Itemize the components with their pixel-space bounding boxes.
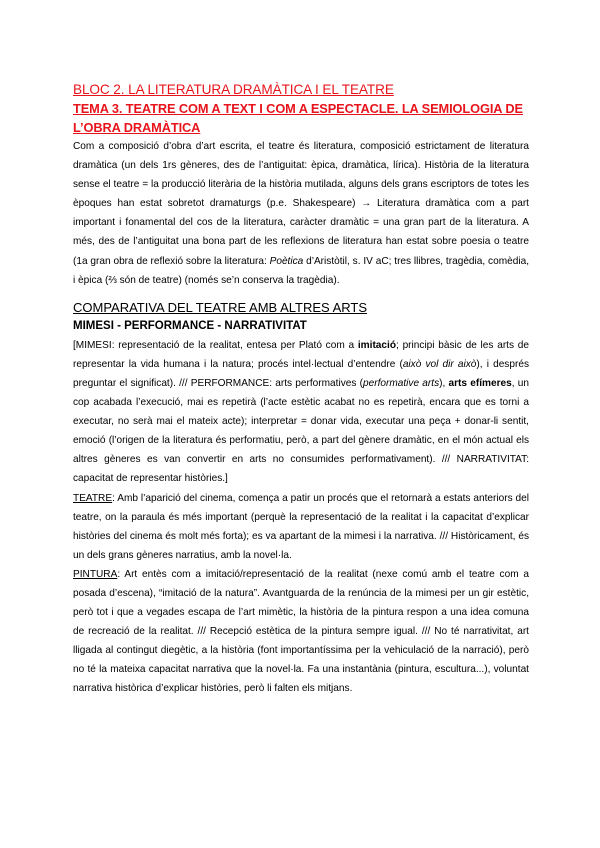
tema-heading: TEMA 3. TEATRE COM A TEXT I COM A ESPECTACLE. LA SEMIOLOGIA DE L’OBRA DRAMÀTICA (73, 101, 523, 135)
teatre-paragraph: TEATRE: Amb l’aparició del cinema, comença a patir un procés que el retornarà a estats anteriors del teatre, on la paraula és més important (perquè la representació de la realitat i la capacitat d’explicar històries del cinema és molt més forta); es va apartant de la mimesi i la narrativa. /// Històricament, és un dels grans gèneres narratius, amb la novel·la. (73, 492, 529, 561)
pintura-label: PINTURA (73, 568, 118, 580)
mimesi-heading: MIMESI - PERFORMANCE - NARRATIVITAT (73, 319, 307, 332)
bloc-heading: BLOC 2. LA LITERATURA DRAMÀTICA I EL TEATRE (73, 82, 394, 97)
intro-paragraph: Com a composició d’obra d’art escrita, el teatre és literatura, composició estrictament de literatura dramàtica (un dels 1rs gèneres, des de l’antiguitat: èpica, dramàtica, lírica). Història de la literatura sense el teatre = la producció literària de la història mutilada, alguns dels grans escriptors de totes les èpoques han estat sobretot dramaturgs (p.e. Shakespeare) → Literatura dramàtica com a part important i fonamental del cos de la literatura, caràcter dramàtic = una gran part de la literatura. A més, des de l’antiguitat una bona part de les reflexions de literatura han estat sobre poesia o teatre (1a gran obra de reflexió sobre la literatura: Poètica d’Aristòtil, s. IV aC; tres llibres, tragèdia, comèdia, i èpica (⅔ són de teatre) (només se’n conserva la tragèdia). (73, 141, 529, 286)
document-page (73, 80, 529, 699)
comparativa-heading: COMPARATIVA DEL TEATRE AMB ALTRES ARTS (73, 299, 368, 315)
teatre-label: TEATRE (73, 492, 113, 504)
pintura-paragraph: PINTURA: Art entès com a imitació/representació de la realitat (nexe comú amb el teatre com a posada d’escena), “imitació de la natura”. Avantguarda de la renúncia de la mimesi per un gir estètic, però tot i que a vegades escapa de l’art mimètic, la història de la pintura respon a una idea comuna de recreació de la realitat. /// Recepció estètica de la pintura sempre igual. /// No té narrativitat, art lligada al contingut diegètic, a la història (font importantíssima per la vehiculació de la narració), però no té la mateixa capacitat narrativa que la novel·la. Fa una instantània (pintura, escultura...), voluntat narrativa històrica d’explicar històries, però li falten els mitjans. (73, 568, 529, 695)
mimesi-paragraph: [MIMESI: representació de la realitat, entesa per Plató com a imitació; principi bàsic de les arts de representar la vida humana i la natura; procés intel·lectual d’entendre (això vol dir això), i després preguntar el significat). /// PERFORMANCE: arts performatives (performative arts), arts efímeres, un cop acabada l’execució, mai es repetirà (l’acte estètic acabat no es repetirà, encara que es torni a executar, no serà mai el mateix acte); interpretar = donar vida, executar una peça + donar-li sentit, emoció (l’origen de la literatura és performatiu, però, a part del gènere dramàtic, en el món actual els altres gèneres es van convertir en arts no consumides performativament). /// NARRATIVITAT: capacitat de representar històries.] (73, 339, 530, 485)
